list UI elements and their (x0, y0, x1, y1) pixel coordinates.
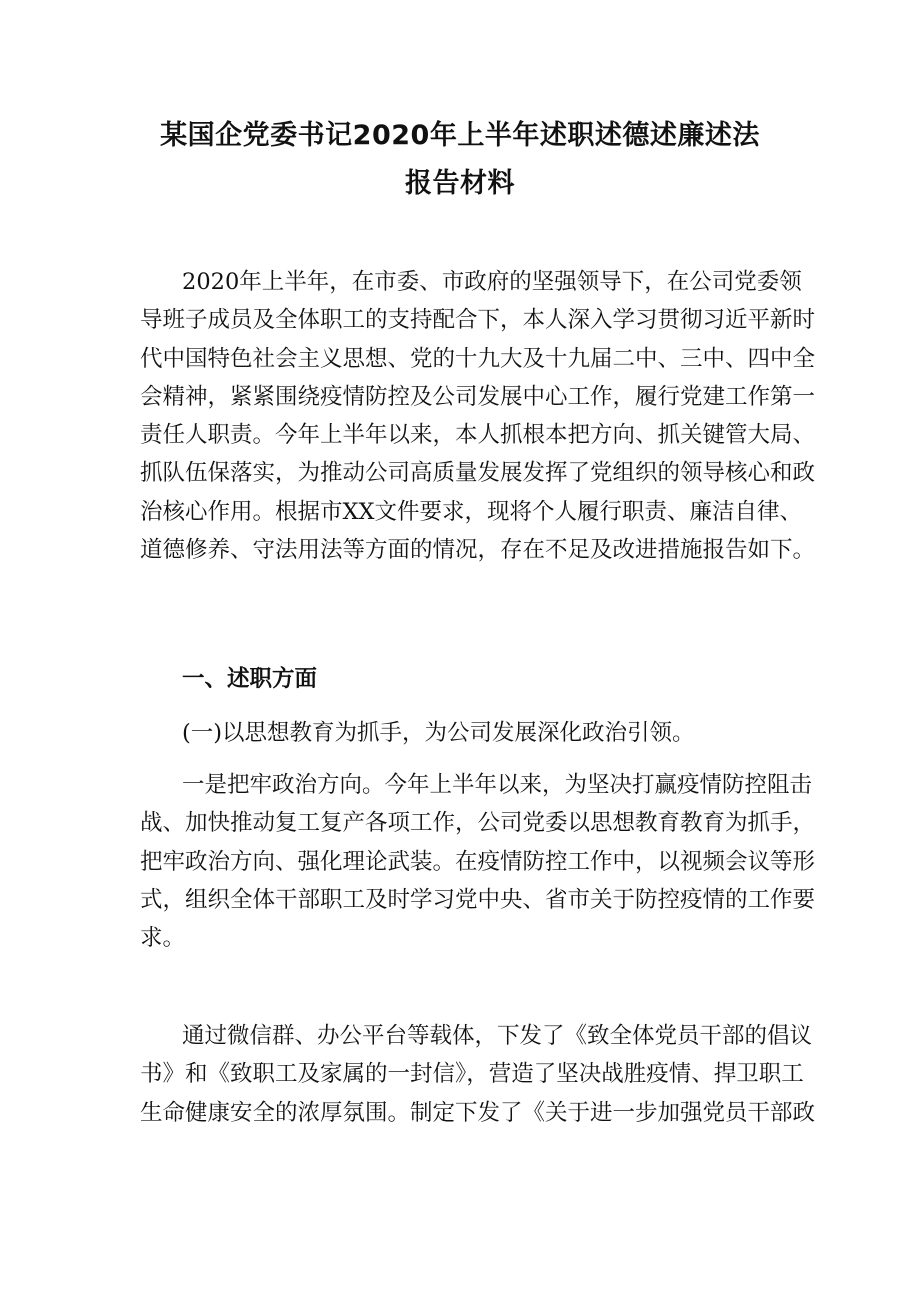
paragraph-line: 责任人职责。今年上半年以来，本人抓根本把方向、抓关键管大局、 (140, 422, 816, 449)
paragraph-line: 一是把牢政治方向。今年上半年以来，为坚决打赢疫情防控阻击 (182, 772, 813, 798)
paragraph-line: 抓队伍保落实，为推动公司高质量发展发挥了党组织的领导核心和政 (140, 460, 816, 487)
paragraph-line: 式，组织全体干部职工及时学习党中央、省市关于防控疫情的工作要 (140, 886, 816, 913)
paragraph-line: 生命健康安全的浓厚氛围。制定下发了《关于进一步加强党员干部政 (140, 1099, 816, 1126)
paragraph-intro (140, 263, 816, 569)
title-line-2: 报告材料 (405, 168, 515, 199)
paragraph-line: 道德修养、守法用法等方面的情况，存在不足及改进措施报告如下。 (140, 537, 816, 564)
paragraph-line: 代中国特色社会主义思想、党的十九大及十九届二中、三中、四中全 (140, 345, 816, 372)
paragraph-line: 把牢政治方向、强化理论武装。在疫情防控工作中，以视频会议等形 (140, 848, 816, 875)
subsection-heading: (一)以思想教育为抓手，为公司发展深化政治引领。 (182, 720, 695, 746)
paragraph-line: 导班子成员及全体职工的支持配合下，本人深入学习贯彻习近平新时 (140, 307, 816, 334)
section-heading: 一、述职方面 (182, 666, 318, 692)
paragraph-wechat-platform (140, 1017, 816, 1132)
paragraph-line: 战、加快推动复工复产各项工作，公司党委以思想教育教育为抓手， (140, 810, 816, 837)
paragraph-line: 求。 (140, 925, 186, 952)
paragraph-line: 2020年上半年，在市委、市政府的坚强领导下，在公司党委领 (182, 269, 802, 295)
paragraph-political-direction (140, 766, 816, 957)
paragraph-line: 书》和《致职工及家属的一封信》，营造了坚决战胜疫情、捍卫职工 (140, 1061, 804, 1088)
title-line-1: 某国企党委书记2020年上半年述职述德述廉述法 (160, 120, 760, 151)
paragraph-line: 会精神，紧紧围绕疫情防控及公司发展中心工作，履行党建工作第一 (140, 383, 816, 410)
paragraph-line: 治核心作用。根据市XX文件要求，现将个人履行职责、廉洁自律、 (140, 498, 803, 525)
document-title (138, 112, 782, 208)
paragraph-line: 通过微信群、办公平台等载体，下发了《致全体党员干部的倡议 (182, 1023, 813, 1049)
